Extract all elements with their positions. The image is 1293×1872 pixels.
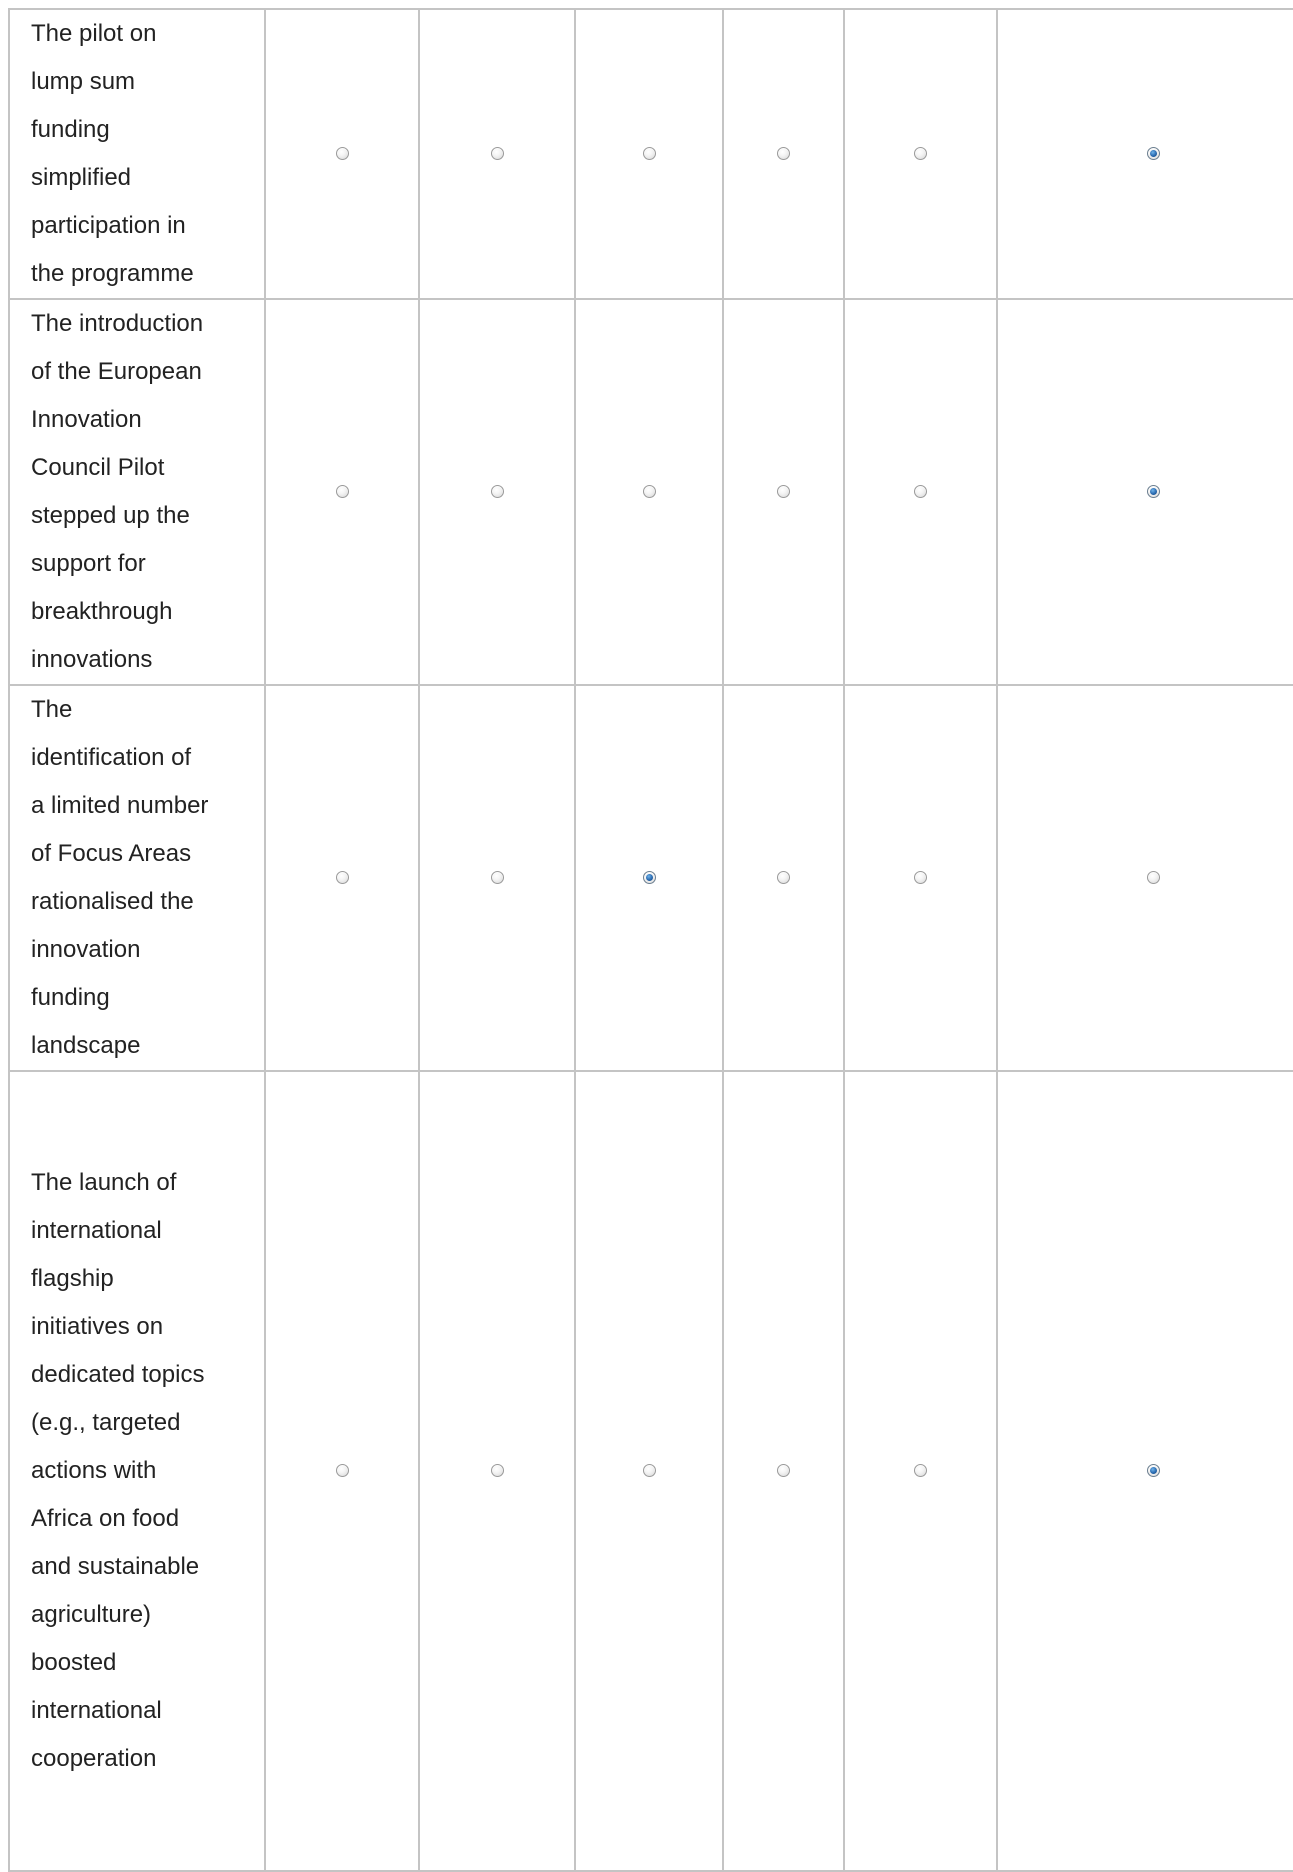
option-cell xyxy=(844,1071,997,1871)
statement-line: and sustainable xyxy=(31,1553,200,1580)
option-cell xyxy=(575,685,723,1071)
question-statement xyxy=(9,9,265,299)
statement-line: Innovation xyxy=(31,406,142,433)
statement-line: innovation xyxy=(31,936,141,963)
statement-line: actions with xyxy=(31,1457,157,1484)
question-row xyxy=(9,9,1293,299)
radio-option-3[interactable] xyxy=(643,485,656,498)
statement-line: innovations xyxy=(31,646,153,673)
option-cell xyxy=(265,685,419,1071)
option-cell xyxy=(844,9,997,299)
statement-line: support for xyxy=(31,550,146,577)
statement-line: The xyxy=(31,696,73,723)
radio-option-5[interactable] xyxy=(914,1464,927,1477)
statement-line: of the European xyxy=(31,358,202,385)
option-cell xyxy=(723,685,844,1071)
option-cell xyxy=(575,299,723,685)
radio-option-2[interactable] xyxy=(491,871,504,884)
radio-option-1[interactable] xyxy=(336,1464,349,1477)
question-row xyxy=(9,299,1293,685)
statement-line: identification of xyxy=(31,744,192,771)
option-cell xyxy=(265,299,419,685)
matrix-body xyxy=(9,9,1293,1871)
statement-line: landscape xyxy=(31,1032,141,1059)
radio-option-4[interactable] xyxy=(777,147,790,160)
statement-line: initiatives on xyxy=(31,1313,164,1340)
radio-option-1[interactable] xyxy=(336,485,349,498)
option-cell xyxy=(844,299,997,685)
question-row xyxy=(9,685,1293,1071)
statement-line: dedicated topics xyxy=(31,1361,205,1388)
radio-option-3[interactable] xyxy=(643,1464,656,1477)
statement-line: flagship xyxy=(31,1265,114,1292)
option-cell xyxy=(997,299,1293,685)
statement-line: simplified xyxy=(31,164,132,191)
question-statement xyxy=(9,299,265,685)
option-cell xyxy=(575,1071,723,1871)
option-cell xyxy=(997,9,1293,299)
option-cell xyxy=(419,685,575,1071)
statement-line: (e.g., targeted xyxy=(31,1409,181,1436)
radio-option-4[interactable] xyxy=(777,1464,790,1477)
radio-option-2[interactable] xyxy=(491,485,504,498)
option-cell xyxy=(419,1071,575,1871)
option-cell xyxy=(723,299,844,685)
statement-line: cooperation xyxy=(31,1745,157,1772)
statement-line: funding xyxy=(31,116,110,143)
statement-line: funding xyxy=(31,984,110,1011)
radio-option-6[interactable] xyxy=(1147,1464,1160,1477)
option-cell xyxy=(844,685,997,1071)
radio-option-1[interactable] xyxy=(336,147,349,160)
radio-option-2[interactable] xyxy=(491,1464,504,1477)
statement-line: Council Pilot xyxy=(31,454,165,481)
radio-option-5[interactable] xyxy=(914,147,927,160)
radio-option-3[interactable] xyxy=(643,147,656,160)
statement-line: lump sum xyxy=(31,68,136,95)
option-cell xyxy=(997,1071,1293,1871)
radio-option-5[interactable] xyxy=(914,485,927,498)
option-cell xyxy=(575,9,723,299)
statement-line: agriculture) xyxy=(31,1601,152,1628)
radio-option-3[interactable] xyxy=(643,871,656,884)
option-cell xyxy=(419,299,575,685)
question-row xyxy=(9,1071,1293,1871)
radio-option-1[interactable] xyxy=(336,871,349,884)
statement-line: boosted xyxy=(31,1649,117,1676)
option-cell xyxy=(419,9,575,299)
statement-line: the programme xyxy=(31,260,194,287)
radio-option-5[interactable] xyxy=(914,871,927,884)
statement-line: breakthrough xyxy=(31,598,173,625)
statement-line: rationalised the xyxy=(31,888,194,915)
statement-line: of Focus Areas xyxy=(31,840,192,867)
statement-line: international xyxy=(31,1697,162,1724)
option-cell xyxy=(265,9,419,299)
statement-line: The launch of xyxy=(31,1169,177,1196)
statement-line: international xyxy=(31,1217,162,1244)
radio-option-4[interactable] xyxy=(777,871,790,884)
option-cell xyxy=(997,685,1293,1071)
option-cell xyxy=(265,1071,419,1871)
statement-line: The introduction xyxy=(31,310,204,337)
radio-option-6[interactable] xyxy=(1147,147,1160,160)
statement-line: Africa on food xyxy=(31,1505,180,1532)
radio-option-4[interactable] xyxy=(777,485,790,498)
likert-matrix-table xyxy=(8,8,1293,1872)
option-cell xyxy=(723,1071,844,1871)
statement-line: participation in xyxy=(31,212,186,239)
statement-line: stepped up the xyxy=(31,502,190,529)
question-statement xyxy=(9,685,265,1071)
statement-line: a limited number xyxy=(31,792,209,819)
question-statement xyxy=(9,1071,265,1871)
option-cell xyxy=(723,9,844,299)
statement-line: The pilot on xyxy=(31,20,157,47)
radio-option-2[interactable] xyxy=(491,147,504,160)
radio-option-6[interactable] xyxy=(1147,871,1160,884)
radio-option-6[interactable] xyxy=(1147,485,1160,498)
